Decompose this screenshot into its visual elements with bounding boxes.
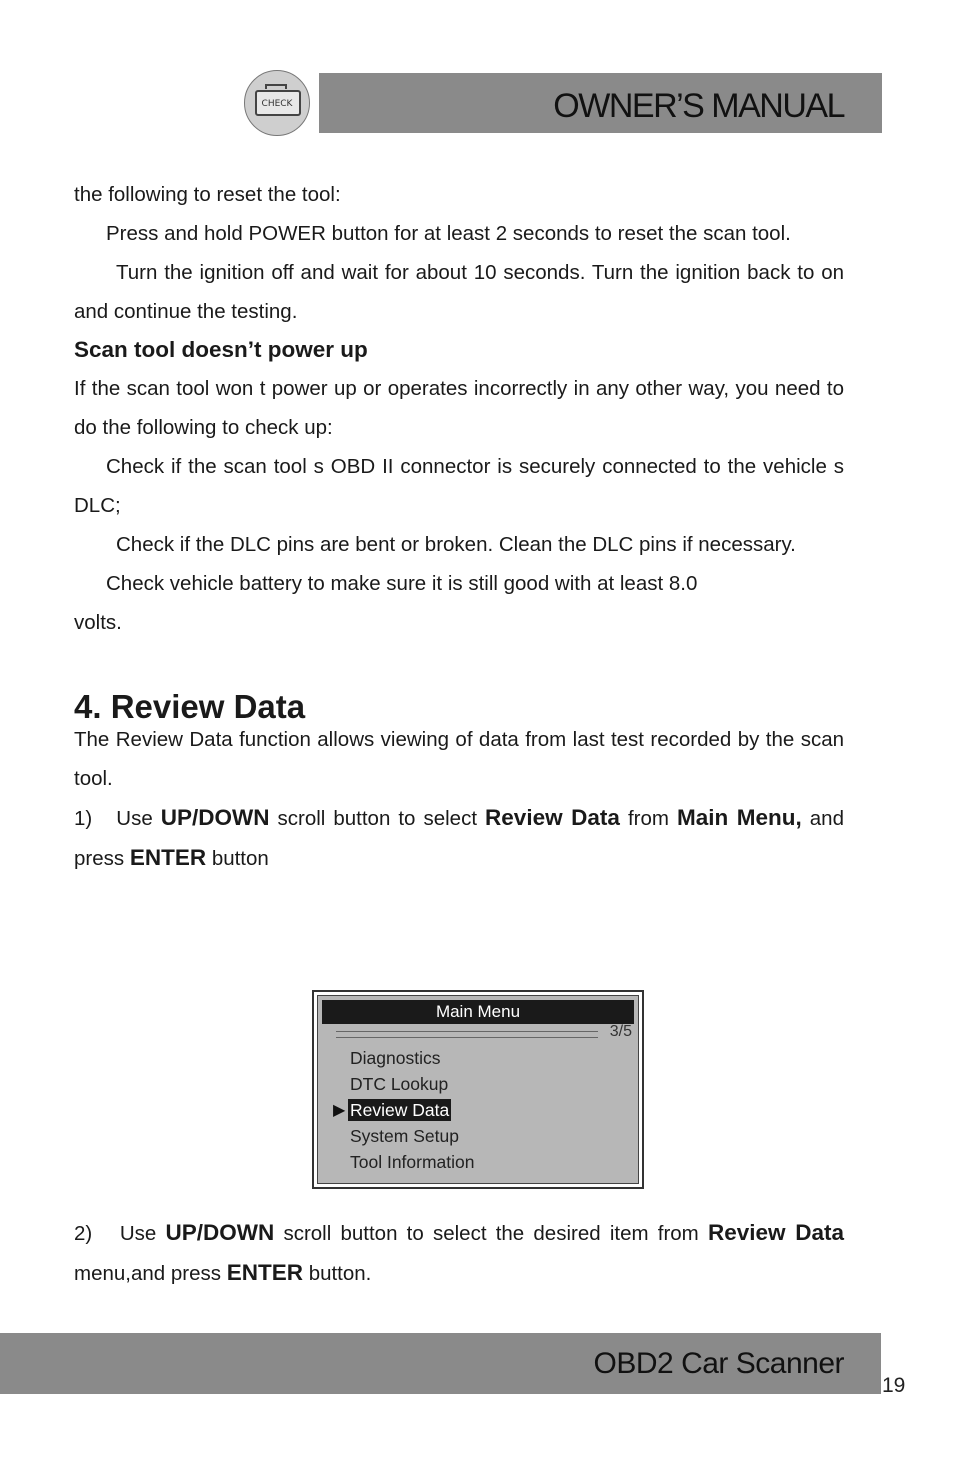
step-word: Use	[116, 807, 153, 830]
scanner-screen	[317, 995, 639, 1184]
updown-label: UP/DOWN	[160, 805, 270, 830]
check-battery-volts: volts.	[74, 611, 122, 634]
step-text: scroll button to select	[277, 807, 478, 830]
reset-step-power: Press and hold POWER button for at least 2 seconds to reset the scan tool.	[106, 222, 791, 245]
review-data-label: Review Data	[707, 1220, 845, 1245]
logo-text: CHECK	[261, 99, 293, 109]
step-text: scroll button to select the desired item from	[283, 1222, 699, 1245]
no-power-intro: If the scan tool won t power up or operates incorrectly in any other way, you need to do the following to check up:	[74, 377, 844, 439]
screen-divider	[336, 1031, 598, 1038]
selection-arrow-icon: ▶	[333, 1102, 346, 1119]
step-text: button.	[308, 1262, 372, 1285]
menu-item-system-setup: System Setup	[350, 1126, 459, 1146]
check-engine-logo	[244, 70, 310, 136]
main-menu-label: Main Menu,	[676, 805, 802, 830]
menu-item-review-data: Review Data	[350, 1100, 450, 1120]
subheading-no-power: Scan tool doesn’t power up	[74, 337, 368, 362]
step-word: Use	[119, 1222, 157, 1245]
page-number: 19	[882, 1374, 906, 1397]
menu-item-tool-information: Tool Information	[350, 1152, 475, 1172]
review-intro: The Review Data function allows viewing of data from last test recorded by the scan tool.	[74, 728, 844, 790]
step-text: from	[627, 807, 669, 830]
enter-label: ENTER	[226, 1260, 303, 1285]
footer-bar	[0, 1333, 881, 1394]
screen-page-indicator: 3/5	[609, 1023, 632, 1040]
section-heading-review-data: 4. Review Data	[74, 688, 306, 725]
review-step-2	[74, 1213, 844, 1293]
screen-title: Main Menu	[322, 1000, 634, 1024]
check-dlc-pins: Check if the DLC pins are bent or broken. Clean the DLC pins if necessary.	[116, 533, 796, 556]
check-connector: Check if the scan tool s OBD II connector is securely connected to the vehicle s DLC;	[74, 455, 844, 517]
page-content-lower	[74, 1213, 844, 1293]
product-name: OBD2 Car Scanner	[593, 1347, 844, 1380]
step-number: 2)	[74, 1222, 93, 1245]
check-battery: Check vehicle battery to make sure it is still good with at least 8.0	[106, 572, 698, 595]
page-content	[74, 175, 844, 878]
menu-item-dtc-lookup: DTC Lookup	[350, 1074, 449, 1094]
menu-item-diagnostics: Diagnostics	[350, 1048, 441, 1068]
engine-icon-top	[265, 84, 287, 89]
step-text: button	[211, 847, 269, 870]
manual-title: OWNER’S MANUAL	[553, 87, 844, 125]
reset-step-ignition: Turn the ignition off and wait for about 10 seconds. Turn the ignition back to on and continue the testing.	[74, 261, 844, 323]
header-bar	[319, 73, 882, 133]
enter-label: ENTER	[129, 845, 207, 870]
reset-intro: the following to reset the tool:	[74, 183, 341, 206]
review-step-1	[74, 798, 844, 878]
step-text: and press	[74, 807, 844, 870]
scanner-screen-frame	[312, 990, 644, 1189]
updown-label: UP/DOWN	[165, 1220, 275, 1245]
step-text: menu,and press	[74, 1262, 222, 1285]
review-data-label: Review Data	[485, 805, 620, 830]
step-number: 1)	[74, 807, 93, 830]
